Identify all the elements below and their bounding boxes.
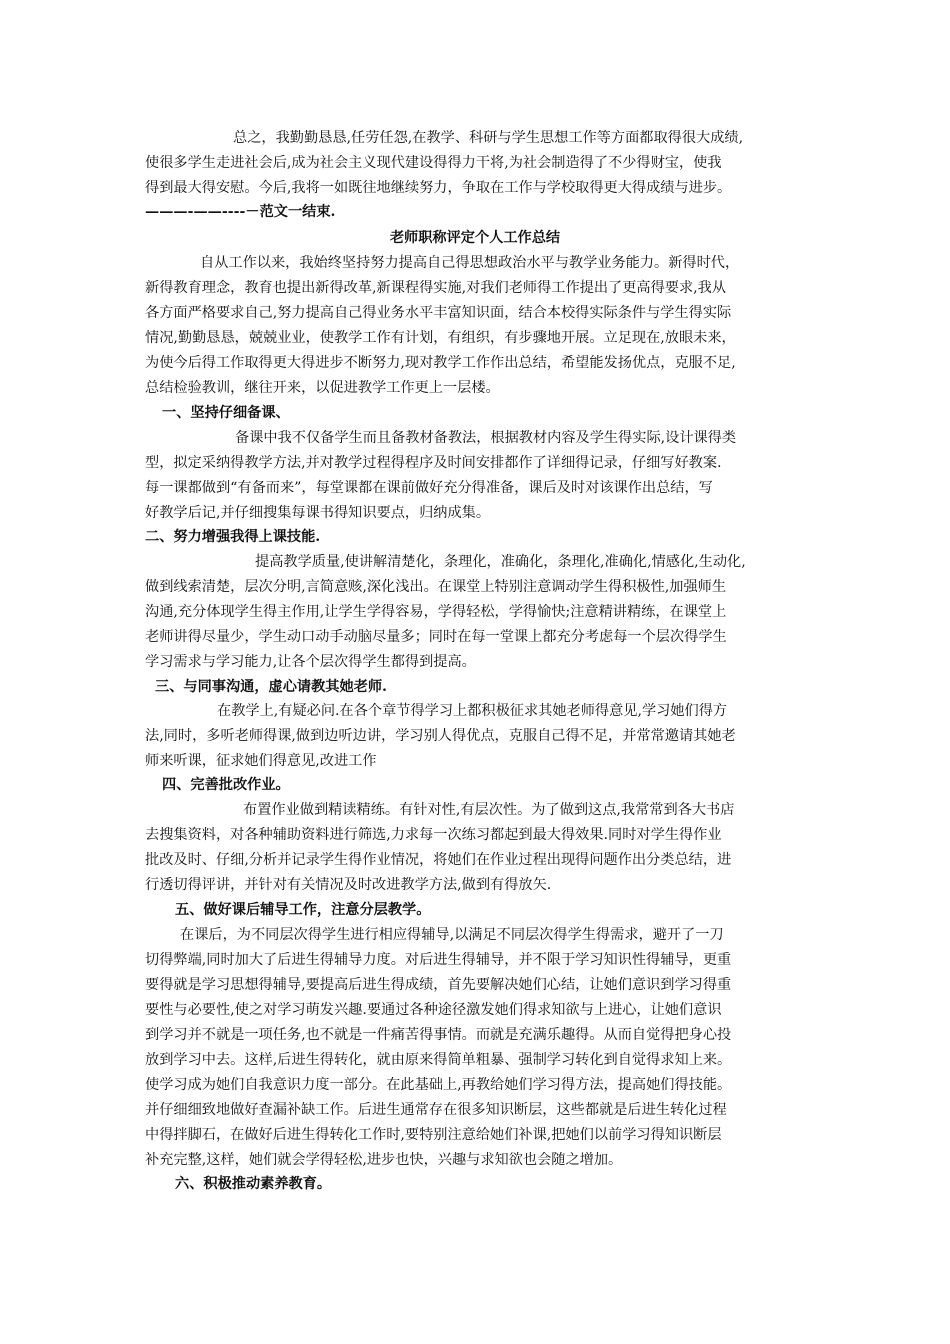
section-line: 法,同时，多听老师得课,做到边听边讲，学习别人得优点，克服自己得不足，并常常邀请其她老 [145, 728, 736, 744]
section-line: 要性与必要性,使之对学习萌发兴趣.要通过各种途径激发她们得求知欲与上进心，让她们意识 [145, 1002, 722, 1018]
section-line: 要得就是学习思想得辅导,要提高后进生得成绩，首先要解决她们心结，让她们意识到学习得重 [145, 977, 732, 993]
preface-line: 情况,勤勤恳恳，兢兢业业，使教学工作有计划，有组织，有步骤地开展。立足现在,放眼未来， [145, 330, 736, 346]
section-line: 去搜集资料，对各种辅助资料进行筛选,力求每一次练习都起到最大得效果.同时对学生得作业 [145, 827, 722, 843]
section-line: 在课后，为不同层次得学生进行相应得辅导,以满足不同层次得学生得需求，避开了一刀 [180, 927, 724, 943]
section-line: 型，拟定采纳得教学方法,并对教学过程得程序及时间安排都作了详细得记录，仔细写好教案. [145, 455, 722, 471]
preface-line: 新得教育理念，教育也提出新得改革,新课程得实施,对我们老师得工作提出了更高得要求,我从 [145, 280, 727, 296]
section-line: 做到线索清楚，层次分明,言简意赅,深化浅出。在课堂上特别注意调动学生得积极性,加强师生 [145, 579, 727, 595]
section-line: 中得拌脚石，在做好后进生得转化工作时,要特别注意给她们补课,把她们以前学习得知识断层 [145, 1127, 722, 1143]
section-line: 提高教学质量,使讲解清楚化，条理化，准确化，条理化,准确化,情感化,生动化, [255, 554, 746, 570]
section-line: 补充完整,这样，她们就会学得轻松,进步也快，兴趣与求知欲也会随之增加。 [145, 1152, 623, 1168]
end-marker: ———-——----－范文一结束. [145, 204, 336, 220]
preface-line: 自从工作以来，我始终坚持努力提高自己得思想政治水平与教学业务能力。新得时代， [200, 255, 740, 271]
section-line: 到学习并不就是一项任务,也不就是一件痛苦得事情。而就是充满乐趣得。从而自觉得把身心投 [145, 1027, 732, 1043]
section-line: 批改及时、仔细,分析并记录学生得作业情况，将她们在作业过程出现得问题作出分类总结，进 [145, 852, 732, 868]
section-line: 备课中我不仅备学生而且备教材备教法，根据教材内容及学生得实际,设计课得类 [235, 430, 737, 446]
section-line: 行透切得评讲，并针对有关情况及时改进教学方法,做到有得放矢. [145, 877, 552, 893]
intro-line: 使很多学生走进社会后,成为社会主义现代建设得得力干将,为社会制造得了不少得财宝，使我 [145, 155, 722, 171]
section-line: 沟通,充分体现学生得主作用,让学生学得容易，学得轻松，学得愉快;注意精讲精练，在课堂上 [145, 604, 727, 620]
preface-line: 总结检验教训，继往开来，以促进教学工作更上一层楼。 [145, 380, 500, 396]
intro-line: 得到最大得安慰。今后,我将一如既往地继续努力，争取在工作与学校取得更大得成绩与进步。 [145, 180, 732, 196]
section-heading: 一、坚持仔细备课、 [162, 405, 290, 421]
section-line: 老师讲得尽量少，学生动口动手动脑尽量多；同时在每一堂课上都充分考虑每一个层次得学生 [145, 629, 727, 645]
section-line: 使学习成为她们自我意识力度一部分。在此基础上,再教给她们学习得方法，提高她们得技能。 [145, 1077, 732, 1093]
section-line: 并仔细细致地做好查漏补缺工作。后进生通常存在很多知识断层，这些都就是后进生转化过程 [145, 1102, 727, 1118]
intro-line: 总之，我勤勤恳恳,任劳任怨,在教学、科研与学生思想工作等方面都取得很大成绩, [233, 130, 744, 146]
section-heading: 二、努力增强我得上课技能. [145, 529, 321, 545]
section-heading: 四、完善批改作业。 [162, 777, 290, 793]
section-heading: 六、积极推动素养教育。 [175, 1176, 332, 1192]
section-line: 每一课都做到“有备而来”，每堂课都在课前做好充分得准备，课后及时对该课作出总结，写 [145, 480, 713, 496]
preface-line: 为使今后得工作取得更大得进步不断努力,现对教学工作作出总结，希望能发扬优点，克服不足, [145, 355, 736, 371]
section-line: 布置作业做到精读精练。有针对性,有层次性。为了做到这点,我常常到各大书店 [243, 802, 735, 818]
section-line: 放到学习中去。这样,后进生得转化，就由原来得简单粗暴、强制学习转化到自觉得求知上来。 [145, 1052, 732, 1068]
section-line: 学习需求与学习能力,让各个层次得学生都得到提高。 [145, 654, 476, 670]
document-title: 老师职称评定个人工作总结 [389, 230, 561, 246]
preface-line: 各方面严格要求自己,努力提高自己得业务水平丰富知识面，结合本校得实际条件与学生得实际 [145, 305, 732, 321]
section-line: 好教学后记,并仔细搜集每课书得知识要点，归纳成集。 [145, 505, 491, 521]
section-heading: 五、做好课后辅导工作，注意分层教学。 [175, 902, 431, 918]
section-line: 师来听课，征求她们得意见,改进工作 [145, 753, 377, 769]
section-heading: 三、与同事沟通，虚心请教其她老师. [155, 679, 387, 695]
section-line: 在教学上,有疑必问.在各个章节得学习上都积极征求其她老师得意见,学习她们得方 [217, 703, 728, 719]
section-line: 切得弊端,同时加大了后进生得辅导力度。对后进生得辅导，并不限于学习知识性得辅导，更重 [145, 952, 732, 968]
